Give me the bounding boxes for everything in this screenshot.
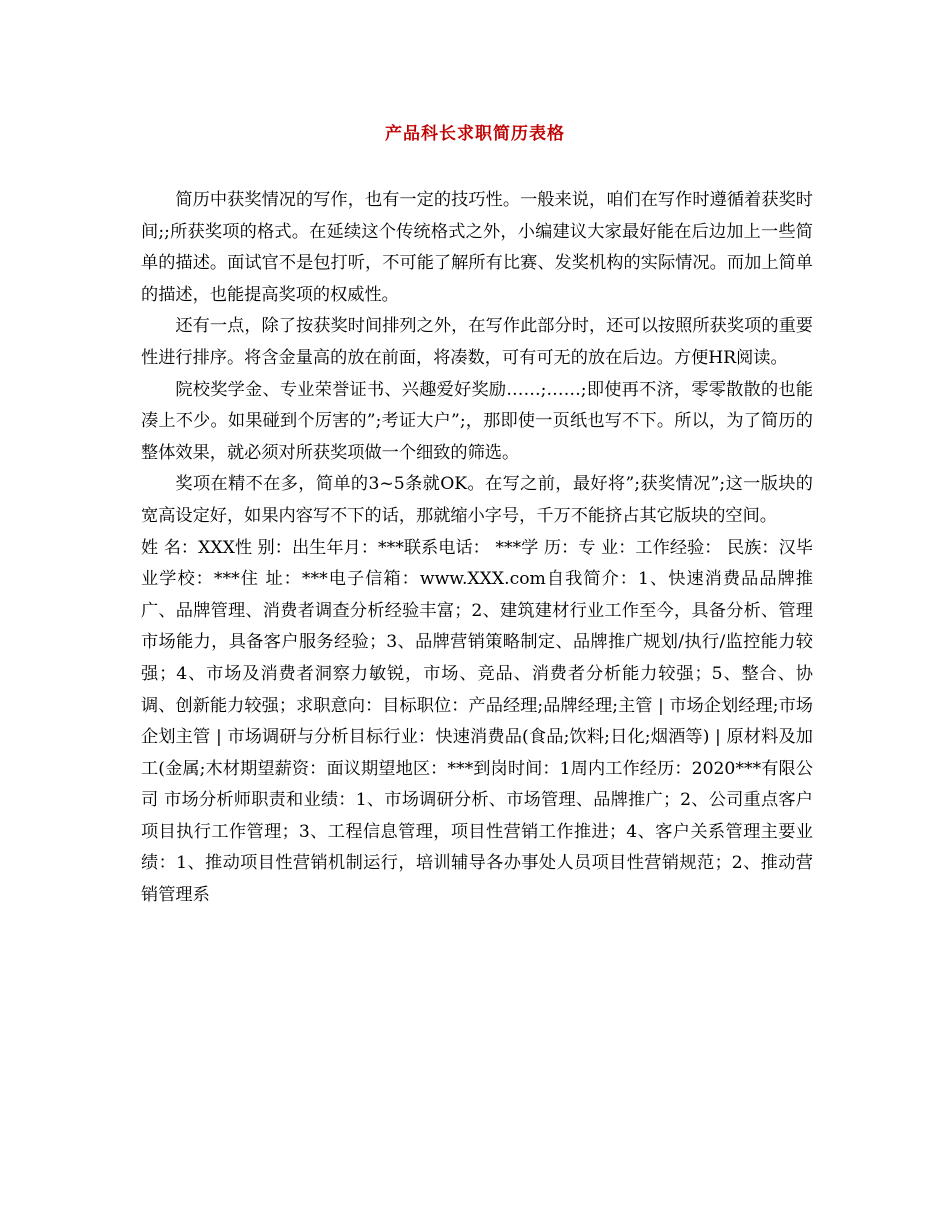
paragraph-awards-selection: 院校奖学金、专业荣誉证书、兴趣爱好奖励……;……;即使再不济，零零散散的也能凑上不少。如果碰到个厉害的”;考证大户”;，那即使一页纸也写不下。所以，为了简历的整体效果，就必须对所获奖项做一个细致的筛选。 — [141, 379, 813, 463]
paragraph-awards-quantity: 奖项在精不在多，简单的3~5条就OK。在写之前，最好将”;获奖情况”;这一版块的宽高设定好，如果内容写不下的话，那就缩小字号，千万不能挤占其它版块的空间。 — [141, 474, 813, 526]
document-body — [141, 185, 813, 912]
resume-details-block: 姓 名：XXX性 别：出生年月：***联系电话： ***学 历：专 业：工作经验： 民族：汉毕业学校：***住 址：***电子信箱：www.XXX.com自我简介：1、快速消费品品牌推广、品牌管理、消费者调查分析经验丰富；2、建筑建材行业工作至今，具备分析、管理市场能力，具备客户服务经验；3、品牌营销策略制定、品牌推广规划/执行/监控能力较强；4、市场及消费者洞察力敏锐，市场、竞品、消费者分析能力较强；5、整合、协调、创新能力较强；求职意向：目标职位：产品经理;品牌经理;主管 | 市场企划经理;市场企划主管 | 市场调研与分析目标行业：快速消费品(食品;饮料;日化;烟酒等) | 原材料及加工(金属;木材期望薪资：面议期望地区：***到岗时间：1周内工作经历：2020***有限公司 市场分析师职责和业绩：1、市场调研分析、市场管理、品牌推广；2、公司重点客户项目执行工作管理；3、工程信息管理，项目性营销工作推进；4、客户关系管理主要业绩：1、推动项目性营销机制运行，培训辅导各办事处人员项目性营销规范；2、推动营销管理系 — [141, 537, 813, 906]
paragraph-awards-writing: 简历中获奖情况的写作，也有一定的技巧性。一般来说，咱们在写作时遵循着获奖时间;;所获奖项的格式。在延续这个传统格式之外，小编建议大家最好能在后边加上一些简单的描述。面试官不是包打听，不可能了解所有比赛、发奖机构的实际情况。而加上简单的描述，也能提高奖项的权威性。 — [141, 190, 813, 305]
document-title: 产品科长求职简历表格 — [385, 124, 565, 144]
paragraph-awards-ordering: 还有一点，除了按获奖时间排列之外，在写作此部分时，还可以按照所获奖项的重要性进行排序。将含金量高的放在前面，将凑数，可有可无的放在后边。方便HR阅读。 — [141, 316, 813, 368]
